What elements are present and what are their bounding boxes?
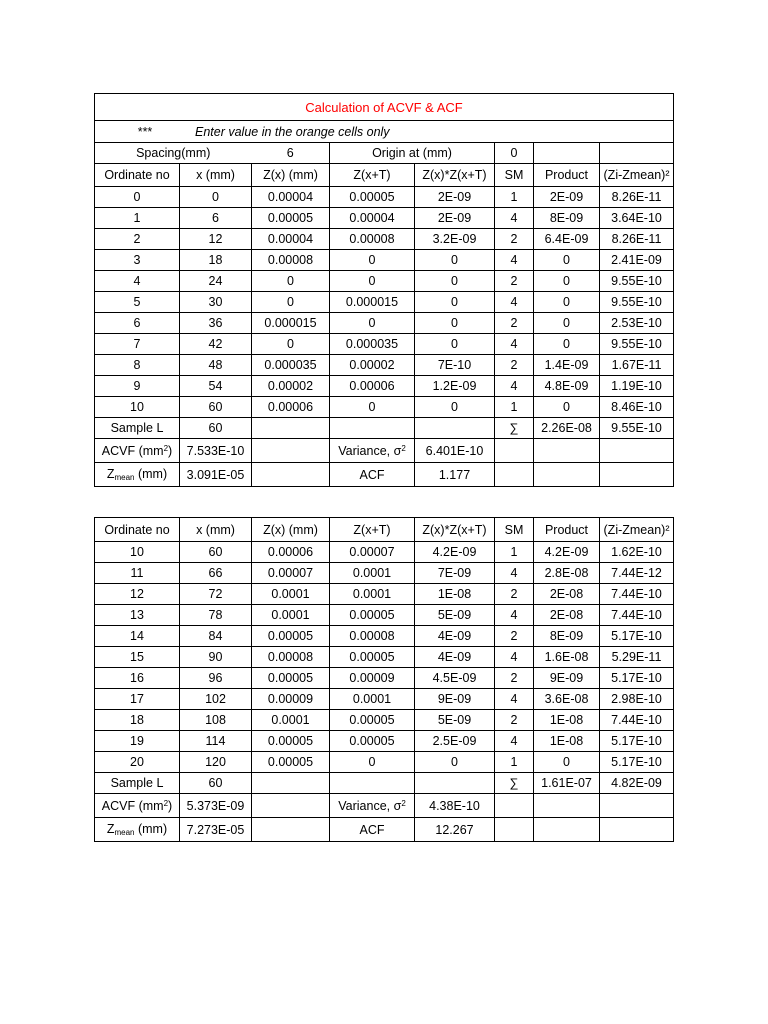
zx-cell[interactable]: 0.00005 [252, 731, 330, 752]
x-cell: 72 [180, 584, 252, 605]
table-1-body [95, 187, 674, 418]
x-cell: 6 [180, 208, 252, 229]
x-cell: 54 [180, 376, 252, 397]
zx-cell[interactable]: 0.0001 [252, 710, 330, 731]
x-cell: 90 [180, 647, 252, 668]
sm-cell: 4 [495, 647, 534, 668]
zx-cell[interactable]: 0.00002 [252, 376, 330, 397]
table-row [95, 187, 674, 208]
sm-cell: 4 [495, 605, 534, 626]
zx-zxt-cell: 5E-09 [415, 710, 495, 731]
table-row [95, 542, 674, 563]
deviation-sq-cell: 8.26E-11 [600, 187, 674, 208]
zx-cell[interactable]: 0.00006 [252, 397, 330, 418]
table-row [95, 563, 674, 584]
sm-cell: 2 [495, 710, 534, 731]
blank-cell [600, 463, 674, 487]
x-cell: 108 [180, 710, 252, 731]
zx-zxt-cell: 9E-09 [415, 689, 495, 710]
zx-cell[interactable]: 0.00004 [252, 187, 330, 208]
header-sm: SM [495, 164, 534, 187]
ordinate-cell: 9 [95, 376, 180, 397]
sum-symbol: ∑ [495, 418, 534, 439]
sample-label: Sample L [95, 418, 180, 439]
zx-cell[interactable]: 0.00005 [252, 752, 330, 773]
ordinate-cell: 5 [95, 292, 180, 313]
blank-cell [252, 463, 330, 487]
product-cell: 1E-08 [534, 710, 600, 731]
header-zx: Z(x) (mm) [252, 518, 330, 542]
acf-label: ACF [330, 818, 415, 842]
header-ordinate: Ordinate no [95, 164, 180, 187]
zx-cell[interactable]: 0 [252, 334, 330, 355]
deviation-sq-cell: 5.17E-10 [600, 731, 674, 752]
blank-cell [495, 439, 534, 463]
zxt-cell: 0.00004 [330, 208, 415, 229]
product-cell: 2.8E-08 [534, 563, 600, 584]
sm-cell: 4 [495, 292, 534, 313]
zx-zxt-cell: 2E-09 [415, 187, 495, 208]
zmean-label: $Z_{mean}$ (mm) [95, 463, 180, 487]
zx-zxt-cell: 5E-09 [415, 605, 495, 626]
x-cell: 120 [180, 752, 252, 773]
header-x: x (mm) [180, 164, 252, 187]
deviation-sq-cell: 5.17E-10 [600, 668, 674, 689]
x-cell: 12 [180, 229, 252, 250]
table-row [95, 292, 674, 313]
zmean-label: $Z_{mean}$ (mm) [95, 818, 180, 842]
zx-zxt-cell: 2.5E-09 [415, 731, 495, 752]
blank-cell [534, 439, 600, 463]
zx-cell[interactable]: 0.0001 [252, 605, 330, 626]
variance-label: Variance, $\sigma^2$ [330, 439, 415, 463]
product-cell: 6.4E-09 [534, 229, 600, 250]
acvf-label: ACVF $(mm^2)$ [95, 439, 180, 463]
zxt-cell: 0.0001 [330, 689, 415, 710]
header-product: Product [534, 518, 600, 542]
variance-value: 6.401E-10 [415, 439, 495, 463]
acf-label: ACF [330, 463, 415, 487]
x-cell: 24 [180, 271, 252, 292]
zxt-cell: 0.00005 [330, 605, 415, 626]
variance-label: Variance, $\sigma^2$ [330, 794, 415, 818]
x-cell: 66 [180, 563, 252, 584]
zx-zxt-cell: 4.2E-09 [415, 542, 495, 563]
note-stars: *** [137, 124, 153, 139]
blank-cell [252, 418, 330, 439]
deviation-sq-cell: 2.41E-09 [600, 250, 674, 271]
blank-cell [330, 418, 415, 439]
sum-symbol: ∑ [495, 773, 534, 794]
deviation-sq-cell: 5.17E-10 [600, 626, 674, 647]
x-cell: 114 [180, 731, 252, 752]
acf-value: 1.177 [415, 463, 495, 487]
zx-zxt-cell: 0 [415, 313, 495, 334]
sm-cell: 2 [495, 668, 534, 689]
ordinate-cell: 15 [95, 647, 180, 668]
table-row [95, 334, 674, 355]
sample-label: Sample L [95, 773, 180, 794]
blank-cell [495, 818, 534, 842]
ordinate-cell: 0 [95, 187, 180, 208]
deviation-sq-cell: 7.44E-10 [600, 584, 674, 605]
acvf-label: ACVF $(mm^2)$ [95, 794, 180, 818]
sm-cell: 2 [495, 271, 534, 292]
table-row [95, 355, 674, 376]
origin-label: Origin at (mm) [330, 143, 495, 164]
product-cell: 0 [534, 397, 600, 418]
ordinate-cell: 4 [95, 271, 180, 292]
product-cell: 8E-09 [534, 626, 600, 647]
deviation-sq-cell: 7.44E-12 [600, 563, 674, 584]
product-cell: 3.6E-08 [534, 689, 600, 710]
deviation-sq-cell: 9.55E-10 [600, 271, 674, 292]
table-row [95, 647, 674, 668]
x-cell: 60 [180, 397, 252, 418]
product-cell: 1.6E-08 [534, 647, 600, 668]
zx-zxt-cell: 1E-08 [415, 584, 495, 605]
x-cell: 36 [180, 313, 252, 334]
spacing-input[interactable]: 6 [252, 143, 330, 164]
blank-cell [415, 418, 495, 439]
x-cell: 84 [180, 626, 252, 647]
acvf-value: 7.533E-10 [180, 439, 252, 463]
sm-cell: 1 [495, 542, 534, 563]
zxt-cell: 0.0001 [330, 584, 415, 605]
x-cell: 60 [180, 542, 252, 563]
product-cell: 0 [534, 292, 600, 313]
acvf-table-2 [94, 517, 674, 842]
header-zx-zxt: Z(x)*Z(x+T) [415, 164, 495, 187]
header-deviation-sq: (Zi-Zmean)² [600, 518, 674, 542]
deviation-sq-cell: 8.26E-11 [600, 229, 674, 250]
deviation-sq-cell: 3.64E-10 [600, 208, 674, 229]
zx-zxt-cell: 3.2E-09 [415, 229, 495, 250]
sm-cell: 1 [495, 752, 534, 773]
sm-cell: 1 [495, 187, 534, 208]
zx-cell[interactable]: 0.00004 [252, 229, 330, 250]
sm-cell: 4 [495, 250, 534, 271]
ordinate-cell: 12 [95, 584, 180, 605]
deviation-sq-cell: 5.17E-10 [600, 752, 674, 773]
deviation-sq-cell: 7.44E-10 [600, 710, 674, 731]
zx-cell[interactable]: 0 [252, 271, 330, 292]
zxt-cell: 0.00005 [330, 647, 415, 668]
product-cell: 2E-08 [534, 584, 600, 605]
blank-cell [600, 439, 674, 463]
zx-cell[interactable]: 0.00008 [252, 647, 330, 668]
header-zx-zxt: Z(x)*Z(x+T) [415, 518, 495, 542]
zxt-cell: 0.00009 [330, 668, 415, 689]
zxt-cell: 0 [330, 313, 415, 334]
product-cell: 2E-08 [534, 605, 600, 626]
x-cell: 96 [180, 668, 252, 689]
zx-zxt-cell: 2E-09 [415, 208, 495, 229]
header-deviation-sq: (Zi-Zmean)² [600, 164, 674, 187]
product-cell: 2E-09 [534, 187, 600, 208]
ordinate-cell: 14 [95, 626, 180, 647]
sm-cell: 4 [495, 376, 534, 397]
sum-product: 2.26E-08 [534, 418, 600, 439]
ordinate-cell: 10 [95, 542, 180, 563]
zmean-value: 7.273E-05 [180, 818, 252, 842]
table-row [95, 584, 674, 605]
sm-cell: 2 [495, 584, 534, 605]
deviation-sq-cell: 7.44E-10 [600, 605, 674, 626]
zx-zxt-cell: 0 [415, 752, 495, 773]
blank-cell [600, 818, 674, 842]
deviation-sq-cell: 8.46E-10 [600, 397, 674, 418]
zxt-cell: 0.000035 [330, 334, 415, 355]
blank-cell [252, 773, 330, 794]
header-sm: SM [495, 518, 534, 542]
spacing-label: Spacing(mm) [95, 143, 252, 164]
zxt-cell: 0.00008 [330, 229, 415, 250]
blank-cell [600, 794, 674, 818]
ordinate-cell: 16 [95, 668, 180, 689]
header-zx: Z(x) (mm) [252, 164, 330, 187]
product-cell: 0 [534, 752, 600, 773]
acvf-table-1 [94, 93, 674, 487]
table-row [95, 397, 674, 418]
ordinate-cell: 2 [95, 229, 180, 250]
product-cell: 9E-09 [534, 668, 600, 689]
header-ordinate: Ordinate no [95, 518, 180, 542]
blank-cell [330, 773, 415, 794]
x-cell: 18 [180, 250, 252, 271]
deviation-sq-cell: 1.19E-10 [600, 376, 674, 397]
sm-cell: 1 [495, 397, 534, 418]
ordinate-cell: 7 [95, 334, 180, 355]
ordinate-cell: 13 [95, 605, 180, 626]
product-cell: 4.8E-09 [534, 376, 600, 397]
zxt-cell: 0 [330, 752, 415, 773]
zx-cell[interactable]: 0.00006 [252, 542, 330, 563]
table-row [95, 605, 674, 626]
blank-cell [534, 794, 600, 818]
product-cell: 0 [534, 250, 600, 271]
table-row [95, 752, 674, 773]
zx-zxt-cell: 4.5E-09 [415, 668, 495, 689]
deviation-sq-cell: 2.53E-10 [600, 313, 674, 334]
zx-zxt-cell: 0 [415, 397, 495, 418]
x-cell: 42 [180, 334, 252, 355]
table-row [95, 229, 674, 250]
blank-cell [252, 794, 330, 818]
ordinate-cell: 8 [95, 355, 180, 376]
ordinate-cell: 10 [95, 397, 180, 418]
header-zxt: Z(x+T) [330, 164, 415, 187]
zx-zxt-cell: 7E-10 [415, 355, 495, 376]
zx-cell[interactable]: 0.00005 [252, 208, 330, 229]
ordinate-cell: 1 [95, 208, 180, 229]
blank-cell [534, 818, 600, 842]
zxt-cell: 0 [330, 271, 415, 292]
sm-cell: 4 [495, 208, 534, 229]
table-row [95, 208, 674, 229]
sm-cell: 2 [495, 355, 534, 376]
product-cell: 4.2E-09 [534, 542, 600, 563]
ordinate-cell: 3 [95, 250, 180, 271]
zx-cell[interactable]: 0.000015 [252, 313, 330, 334]
zx-cell[interactable]: 0.0001 [252, 584, 330, 605]
blank-cell [252, 818, 330, 842]
blank-cell [495, 794, 534, 818]
zxt-cell: 0.000015 [330, 292, 415, 313]
blank-cell [495, 463, 534, 487]
origin-input[interactable]: 0 [495, 143, 534, 164]
sum-deviation-sq: 4.82E-09 [600, 773, 674, 794]
ordinate-cell: 17 [95, 689, 180, 710]
zx-cell[interactable]: 0.00005 [252, 668, 330, 689]
zx-cell[interactable]: 0.00008 [252, 250, 330, 271]
blank-cell [534, 463, 600, 487]
ordinate-cell: 20 [95, 752, 180, 773]
product-cell: 1.4E-09 [534, 355, 600, 376]
x-cell: 78 [180, 605, 252, 626]
zx-zxt-cell: 4E-09 [415, 647, 495, 668]
x-cell: 48 [180, 355, 252, 376]
deviation-sq-cell: 5.29E-11 [600, 647, 674, 668]
header-product: Product [534, 164, 600, 187]
instruction-note [95, 121, 674, 143]
acvf-value: 5.373E-09 [180, 794, 252, 818]
header-zxt: Z(x+T) [330, 518, 415, 542]
sm-cell: 4 [495, 689, 534, 710]
ordinate-cell: 6 [95, 313, 180, 334]
zx-zxt-cell: 7E-09 [415, 563, 495, 584]
zxt-cell: 0.00005 [330, 731, 415, 752]
zx-zxt-cell: 0 [415, 334, 495, 355]
zx-zxt-cell: 4E-09 [415, 626, 495, 647]
table-row [95, 250, 674, 271]
note-text: Enter value in the orange cells only [195, 124, 390, 139]
sum-product: 1.61E-07 [534, 773, 600, 794]
sm-cell: 2 [495, 229, 534, 250]
zx-zxt-cell: 0 [415, 250, 495, 271]
zxt-cell: 0.00006 [330, 376, 415, 397]
blank-cell [534, 143, 600, 164]
product-cell: 0 [534, 334, 600, 355]
ordinate-cell: 11 [95, 563, 180, 584]
deviation-sq-cell: 2.98E-10 [600, 689, 674, 710]
x-cell: 102 [180, 689, 252, 710]
table-row [95, 271, 674, 292]
ordinate-cell: 19 [95, 731, 180, 752]
deviation-sq-cell: 1.62E-10 [600, 542, 674, 563]
zxt-cell: 0 [330, 250, 415, 271]
sample-value: 60 [180, 418, 252, 439]
sheet-title: Calculation of ACVF & ACF [95, 94, 674, 121]
zx-cell[interactable]: 0 [252, 292, 330, 313]
product-cell: 8E-09 [534, 208, 600, 229]
variance-value: 4.38E-10 [415, 794, 495, 818]
zx-cell[interactable]: 0.000035 [252, 355, 330, 376]
zxt-cell: 0.00005 [330, 187, 415, 208]
sm-cell: 2 [495, 626, 534, 647]
zxt-cell: 0 [330, 397, 415, 418]
zxt-cell: 0.0001 [330, 563, 415, 584]
table-row [95, 689, 674, 710]
blank-cell [252, 439, 330, 463]
sum-deviation-sq: 9.55E-10 [600, 418, 674, 439]
table-row [95, 626, 674, 647]
zxt-cell: 0.00008 [330, 626, 415, 647]
acf-value: 12.267 [415, 818, 495, 842]
zxt-cell: 0.00002 [330, 355, 415, 376]
table-row [95, 731, 674, 752]
zx-zxt-cell: 0 [415, 271, 495, 292]
zx-cell[interactable]: 0.00007 [252, 563, 330, 584]
product-cell: 0 [534, 271, 600, 292]
zxt-cell: 0.00007 [330, 542, 415, 563]
table-row [95, 668, 674, 689]
zx-cell[interactable]: 0.00005 [252, 626, 330, 647]
sm-cell: 4 [495, 731, 534, 752]
sm-cell: 4 [495, 334, 534, 355]
table-row [95, 710, 674, 731]
table-row [95, 313, 674, 334]
zx-zxt-cell: 1.2E-09 [415, 376, 495, 397]
ordinate-cell: 18 [95, 710, 180, 731]
table-row [95, 376, 674, 397]
deviation-sq-cell: 1.67E-11 [600, 355, 674, 376]
blank-cell [415, 773, 495, 794]
zx-cell[interactable]: 0.00009 [252, 689, 330, 710]
zx-zxt-cell: 0 [415, 292, 495, 313]
zxt-cell: 0.00005 [330, 710, 415, 731]
sample-value: 60 [180, 773, 252, 794]
product-cell: 1E-08 [534, 731, 600, 752]
sm-cell: 4 [495, 563, 534, 584]
header-x: x (mm) [180, 518, 252, 542]
product-cell: 0 [534, 313, 600, 334]
table-2-body [95, 542, 674, 773]
deviation-sq-cell: 9.55E-10 [600, 334, 674, 355]
sm-cell: 2 [495, 313, 534, 334]
blank-cell [600, 143, 674, 164]
x-cell: 0 [180, 187, 252, 208]
zmean-value: 3.091E-05 [180, 463, 252, 487]
x-cell: 30 [180, 292, 252, 313]
deviation-sq-cell: 9.55E-10 [600, 292, 674, 313]
